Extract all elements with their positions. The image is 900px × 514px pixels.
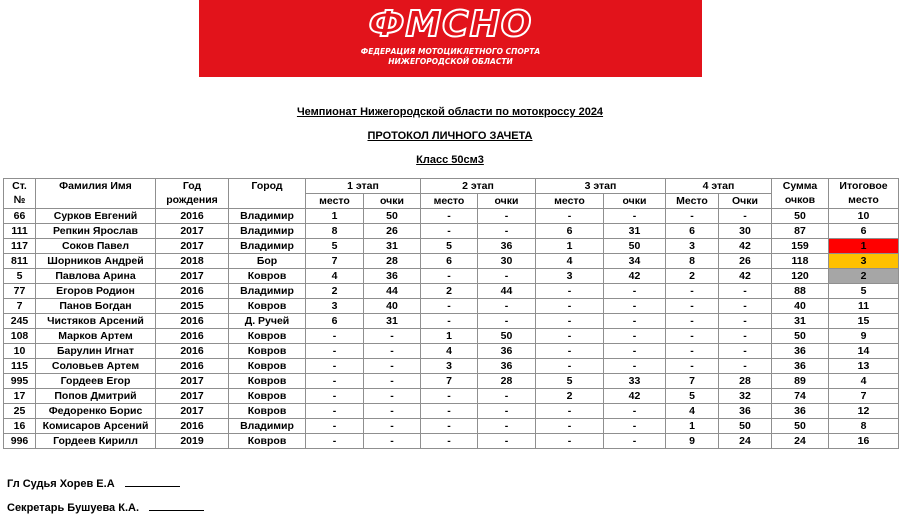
cell-birth-year: 2016: [156, 359, 229, 374]
cell-final-place: 8: [829, 419, 899, 434]
cell-stage3-points: 42: [604, 269, 666, 284]
cell-stage1-points: 44: [364, 284, 421, 299]
cell-final-place: 1: [829, 239, 899, 254]
cell-stage4-place: 1: [666, 419, 719, 434]
table-row: [4, 209, 899, 224]
cell-city: Д. Ручей: [229, 314, 306, 329]
cell-stage2-place: -: [421, 419, 478, 434]
cell-sum-points: 40: [772, 299, 829, 314]
protocol-subtitle: ПРОТОКОЛ ЛИЧНОГО ЗАЧЕТА: [367, 130, 533, 142]
table-row: [4, 359, 899, 374]
cell-final-place: 5: [829, 284, 899, 299]
cell-rider-name: Чистяков Арсений: [36, 314, 156, 329]
cell-sum-points: 36: [772, 359, 829, 374]
cell-rider-name: Барулин Игнат: [36, 344, 156, 359]
fmsno-logo-banner: [199, 0, 702, 77]
table-row: [4, 419, 899, 434]
cell-birth-year: 2016: [156, 209, 229, 224]
cell-stage1-place: 8: [306, 224, 364, 239]
cell-final-place: 2: [829, 269, 899, 284]
cell-birth-year: 2016: [156, 329, 229, 344]
cell-stage1-points: 50: [364, 209, 421, 224]
cell-start-number: 111: [4, 224, 36, 239]
cell-rider-name: Панов Богдан: [36, 299, 156, 314]
cell-stage4-place: 3: [666, 239, 719, 254]
cell-stage4-points: -: [719, 359, 772, 374]
cell-city: Ковров: [229, 374, 306, 389]
cell-stage2-points: 36: [478, 359, 536, 374]
cell-start-number: 115: [4, 359, 36, 374]
cell-stage1-place: 6: [306, 314, 364, 329]
cell-stage3-points: -: [604, 284, 666, 299]
cell-stage3-points: -: [604, 344, 666, 359]
cell-stage1-place: -: [306, 404, 364, 419]
col-header-birth-year: Год рождения: [156, 179, 229, 209]
cell-sum-points: 24: [772, 434, 829, 449]
cell-stage2-points: -: [478, 299, 536, 314]
secretary-label: Секретарь Бушуева К.А.: [7, 502, 139, 514]
cell-stage2-place: 1: [421, 329, 478, 344]
cell-final-place: 13: [829, 359, 899, 374]
cell-stage3-points: -: [604, 329, 666, 344]
cell-city: Владимир: [229, 284, 306, 299]
cell-stage1-place: -: [306, 344, 364, 359]
col-header-stage3-points: очки: [604, 194, 666, 209]
cell-stage4-points: -: [719, 329, 772, 344]
cell-birth-year: 2017: [156, 239, 229, 254]
cell-birth-year: 2016: [156, 314, 229, 329]
cell-stage4-place: -: [666, 314, 719, 329]
col-header-stage-3: 3 этап: [536, 179, 666, 194]
cell-stage1-points: -: [364, 344, 421, 359]
logo-subtitle-line2: НИЖЕГОРОДСКОЙ ОБЛАСТИ: [388, 57, 513, 66]
cell-start-number: 245: [4, 314, 36, 329]
cell-stage1-place: 3: [306, 299, 364, 314]
col-header-stage1-place: место: [306, 194, 364, 209]
cell-stage2-place: 6: [421, 254, 478, 269]
table-row: [4, 329, 899, 344]
cell-stage4-points: 26: [719, 254, 772, 269]
cell-stage4-place: -: [666, 299, 719, 314]
col-header-stage3-place: место: [536, 194, 604, 209]
cell-stage2-place: -: [421, 299, 478, 314]
cell-stage4-points: -: [719, 299, 772, 314]
cell-start-number: 16: [4, 419, 36, 434]
cell-stage3-points: -: [604, 434, 666, 449]
cell-stage2-place: 7: [421, 374, 478, 389]
cell-stage4-place: -: [666, 284, 719, 299]
cell-stage4-place: 7: [666, 374, 719, 389]
col-header-stage2-points: очки: [478, 194, 536, 209]
cell-stage4-points: -: [719, 284, 772, 299]
col-header-start-number: Ст. №: [4, 179, 36, 209]
cell-sum-points: 36: [772, 404, 829, 419]
cell-stage4-place: 2: [666, 269, 719, 284]
cell-start-number: 996: [4, 434, 36, 449]
cell-rider-name: Павлова Арина: [36, 269, 156, 284]
cell-birth-year: 2017: [156, 269, 229, 284]
cell-stage3-points: 34: [604, 254, 666, 269]
cell-start-number: 25: [4, 404, 36, 419]
cell-stage2-points: -: [478, 224, 536, 239]
cell-stage4-points: 42: [719, 239, 772, 254]
cell-stage1-points: -: [364, 329, 421, 344]
col-header-sum-points: Сумма очков: [772, 179, 829, 209]
cell-stage4-points: 36: [719, 404, 772, 419]
cell-city: Ковров: [229, 389, 306, 404]
cell-stage3-points: 50: [604, 239, 666, 254]
col-header-stage4-points: Очки: [719, 194, 772, 209]
cell-stage2-place: -: [421, 269, 478, 284]
cell-stage1-place: -: [306, 374, 364, 389]
cell-stage2-points: -: [478, 404, 536, 419]
cell-stage1-points: 28: [364, 254, 421, 269]
cell-final-place: 3: [829, 254, 899, 269]
chief-judge-label: Гл Судья Хорев Е.А: [7, 478, 115, 490]
table-row: [4, 224, 899, 239]
table-row: [4, 344, 899, 359]
cell-stage2-points: -: [478, 209, 536, 224]
cell-sum-points: 120: [772, 269, 829, 284]
cell-stage3-place: -: [536, 299, 604, 314]
cell-stage3-points: -: [604, 404, 666, 419]
cell-stage1-place: 1: [306, 209, 364, 224]
table-row: [4, 269, 899, 284]
cell-birth-year: 2016: [156, 284, 229, 299]
cell-city: Владимир: [229, 419, 306, 434]
cell-stage3-points: 33: [604, 374, 666, 389]
cell-rider-name: Шорников Андрей: [36, 254, 156, 269]
cell-birth-year: 2017: [156, 404, 229, 419]
cell-stage3-place: -: [536, 404, 604, 419]
class-label: Класс 50см3: [416, 154, 484, 166]
logo-mark: ФМСНО: [368, 4, 533, 45]
cell-stage1-points: 36: [364, 269, 421, 284]
col-header-stage-4: 4 этап: [666, 179, 772, 194]
cell-city: Ковров: [229, 434, 306, 449]
cell-start-number: 995: [4, 374, 36, 389]
table-row: [4, 314, 899, 329]
cell-stage2-points: -: [478, 434, 536, 449]
document-title: Чемпионат Нижегородской области по мотокроссу 2024: [296, 106, 604, 118]
cell-start-number: 7: [4, 299, 36, 314]
cell-sum-points: 50: [772, 329, 829, 344]
cell-final-place: 7: [829, 389, 899, 404]
cell-stage3-place: -: [536, 314, 604, 329]
cell-sum-points: 159: [772, 239, 829, 254]
col-header-stage-2: 2 этап: [421, 179, 536, 194]
cell-birth-year: 2016: [156, 419, 229, 434]
cell-final-place: 9: [829, 329, 899, 344]
cell-city: Владимир: [229, 209, 306, 224]
cell-stage4-points: -: [719, 209, 772, 224]
cell-stage3-place: -: [536, 359, 604, 374]
signature-line: [125, 476, 180, 487]
cell-stage1-place: 7: [306, 254, 364, 269]
cell-rider-name: Репкин Ярослав: [36, 224, 156, 239]
cell-birth-year: 2017: [156, 374, 229, 389]
cell-stage4-place: 9: [666, 434, 719, 449]
cell-final-place: 12: [829, 404, 899, 419]
cell-city: Ковров: [229, 404, 306, 419]
cell-stage4-place: 4: [666, 404, 719, 419]
cell-final-place: 15: [829, 314, 899, 329]
table-row: [4, 434, 899, 449]
cell-stage4-place: -: [666, 209, 719, 224]
cell-start-number: 77: [4, 284, 36, 299]
cell-stage4-place: -: [666, 359, 719, 374]
cell-stage3-place: 6: [536, 224, 604, 239]
cell-sum-points: 50: [772, 209, 829, 224]
cell-stage4-points: 42: [719, 269, 772, 284]
cell-stage2-points: 28: [478, 374, 536, 389]
cell-stage2-place: -: [421, 209, 478, 224]
cell-sum-points: 88: [772, 284, 829, 299]
cell-final-place: 16: [829, 434, 899, 449]
cell-final-place: 10: [829, 209, 899, 224]
cell-stage3-place: -: [536, 344, 604, 359]
cell-birth-year: 2015: [156, 299, 229, 314]
col-header-stage2-place: место: [421, 194, 478, 209]
col-header-final-place: Итоговое место: [829, 179, 899, 209]
logo-subtitle-line1: ФЕДЕРАЦИЯ МОТОЦИКЛЕТНОГО СПОРТА: [360, 47, 541, 56]
cell-city: Ковров: [229, 359, 306, 374]
cell-city: Ковров: [229, 329, 306, 344]
cell-stage1-place: -: [306, 329, 364, 344]
cell-stage2-place: 5: [421, 239, 478, 254]
cell-stage2-place: -: [421, 224, 478, 239]
cell-stage1-points: -: [364, 359, 421, 374]
cell-stage1-points: -: [364, 389, 421, 404]
cell-start-number: 10: [4, 344, 36, 359]
cell-stage1-place: 5: [306, 239, 364, 254]
cell-rider-name: Соков Павел: [36, 239, 156, 254]
secretary-signature: [7, 500, 204, 514]
signature-line: [149, 500, 204, 511]
cell-stage2-points: 44: [478, 284, 536, 299]
cell-stage1-place: -: [306, 419, 364, 434]
col-header-stage1-points: очки: [364, 194, 421, 209]
cell-stage4-place: 5: [666, 389, 719, 404]
cell-rider-name: Гордеев Кирилл: [36, 434, 156, 449]
cell-stage3-place: -: [536, 329, 604, 344]
cell-stage2-place: 3: [421, 359, 478, 374]
cell-stage1-points: 31: [364, 239, 421, 254]
cell-stage4-points: 30: [719, 224, 772, 239]
cell-city: Владимир: [229, 224, 306, 239]
cell-final-place: 4: [829, 374, 899, 389]
chief-judge-signature: [7, 476, 180, 490]
cell-sum-points: 31: [772, 314, 829, 329]
cell-rider-name: Федоренко Борис: [36, 404, 156, 419]
cell-stage3-points: -: [604, 419, 666, 434]
cell-city: Владимир: [229, 239, 306, 254]
cell-sum-points: 36: [772, 344, 829, 359]
table-row: [4, 299, 899, 314]
cell-stage3-points: 31: [604, 224, 666, 239]
cell-stage4-points: 32: [719, 389, 772, 404]
header-row-1: [4, 179, 899, 194]
cell-stage4-place: -: [666, 344, 719, 359]
cell-city: Бор: [229, 254, 306, 269]
cell-stage3-points: -: [604, 359, 666, 374]
cell-stage4-points: 24: [719, 434, 772, 449]
cell-sum-points: 118: [772, 254, 829, 269]
col-header-name: Фамилия Имя: [36, 179, 156, 209]
cell-birth-year: 2017: [156, 224, 229, 239]
cell-stage1-place: 4: [306, 269, 364, 284]
cell-rider-name: Марков Артем: [36, 329, 156, 344]
table-row: [4, 404, 899, 419]
cell-stage2-points: -: [478, 269, 536, 284]
col-header-stage4-place: Место: [666, 194, 719, 209]
cell-stage4-place: 8: [666, 254, 719, 269]
cell-start-number: 5: [4, 269, 36, 284]
cell-stage3-place: 4: [536, 254, 604, 269]
cell-stage1-place: -: [306, 389, 364, 404]
cell-stage2-points: -: [478, 419, 536, 434]
cell-sum-points: 89: [772, 374, 829, 389]
cell-stage4-place: -: [666, 329, 719, 344]
cell-start-number: 811: [4, 254, 36, 269]
cell-sum-points: 74: [772, 389, 829, 404]
cell-stage2-place: -: [421, 389, 478, 404]
cell-stage3-place: 1: [536, 239, 604, 254]
cell-stage3-place: -: [536, 209, 604, 224]
cell-start-number: 117: [4, 239, 36, 254]
col-header-stage-1: 1 этап: [306, 179, 421, 194]
cell-stage4-place: 6: [666, 224, 719, 239]
cell-stage1-points: -: [364, 419, 421, 434]
cell-stage1-points: 40: [364, 299, 421, 314]
cell-stage3-place: -: [536, 419, 604, 434]
cell-stage3-points: -: [604, 314, 666, 329]
cell-stage3-place: 2: [536, 389, 604, 404]
cell-stage2-place: 2: [421, 284, 478, 299]
cell-sum-points: 87: [772, 224, 829, 239]
table-row: [4, 374, 899, 389]
cell-stage1-points: 31: [364, 314, 421, 329]
results-table: [3, 178, 899, 449]
cell-stage3-place: -: [536, 434, 604, 449]
cell-rider-name: Комисаров Арсений: [36, 419, 156, 434]
cell-birth-year: 2016: [156, 344, 229, 359]
cell-stage2-place: -: [421, 314, 478, 329]
table-row: [4, 284, 899, 299]
table-row: [4, 239, 899, 254]
col-header-city: Город: [229, 179, 306, 209]
cell-stage2-points: 36: [478, 344, 536, 359]
cell-stage1-points: -: [364, 374, 421, 389]
cell-stage4-points: -: [719, 314, 772, 329]
cell-birth-year: 2017: [156, 389, 229, 404]
cell-stage3-points: 42: [604, 389, 666, 404]
cell-stage1-points: 26: [364, 224, 421, 239]
cell-stage2-place: 4: [421, 344, 478, 359]
cell-stage2-points: 50: [478, 329, 536, 344]
cell-city: Ковров: [229, 269, 306, 284]
cell-stage1-points: -: [364, 434, 421, 449]
cell-stage3-place: -: [536, 284, 604, 299]
cell-stage3-points: -: [604, 209, 666, 224]
cell-stage4-points: 28: [719, 374, 772, 389]
cell-stage1-points: -: [364, 404, 421, 419]
cell-birth-year: 2019: [156, 434, 229, 449]
cell-stage2-place: -: [421, 434, 478, 449]
cell-start-number: 108: [4, 329, 36, 344]
cell-stage2-points: -: [478, 389, 536, 404]
cell-city: Ковров: [229, 299, 306, 314]
cell-final-place: 14: [829, 344, 899, 359]
table-row: [4, 254, 899, 269]
cell-stage3-points: -: [604, 299, 666, 314]
cell-stage1-place: -: [306, 359, 364, 374]
cell-stage2-place: -: [421, 404, 478, 419]
table-row: [4, 389, 899, 404]
cell-stage2-points: 30: [478, 254, 536, 269]
cell-rider-name: Соловьев Артем: [36, 359, 156, 374]
cell-stage4-points: 50: [719, 419, 772, 434]
cell-stage1-place: -: [306, 434, 364, 449]
cell-stage2-points: 36: [478, 239, 536, 254]
cell-rider-name: Гордеев Егор: [36, 374, 156, 389]
cell-city: Ковров: [229, 344, 306, 359]
cell-stage3-place: 3: [536, 269, 604, 284]
cell-stage3-place: 5: [536, 374, 604, 389]
cell-stage4-points: -: [719, 344, 772, 359]
cell-sum-points: 50: [772, 419, 829, 434]
cell-final-place: 6: [829, 224, 899, 239]
cell-final-place: 11: [829, 299, 899, 314]
cell-birth-year: 2018: [156, 254, 229, 269]
cell-stage2-points: -: [478, 314, 536, 329]
cell-start-number: 66: [4, 209, 36, 224]
cell-rider-name: Егоров Родион: [36, 284, 156, 299]
cell-rider-name: Сурков Евгений: [36, 209, 156, 224]
cell-start-number: 17: [4, 389, 36, 404]
cell-stage1-place: 2: [306, 284, 364, 299]
cell-rider-name: Попов Дмитрий: [36, 389, 156, 404]
